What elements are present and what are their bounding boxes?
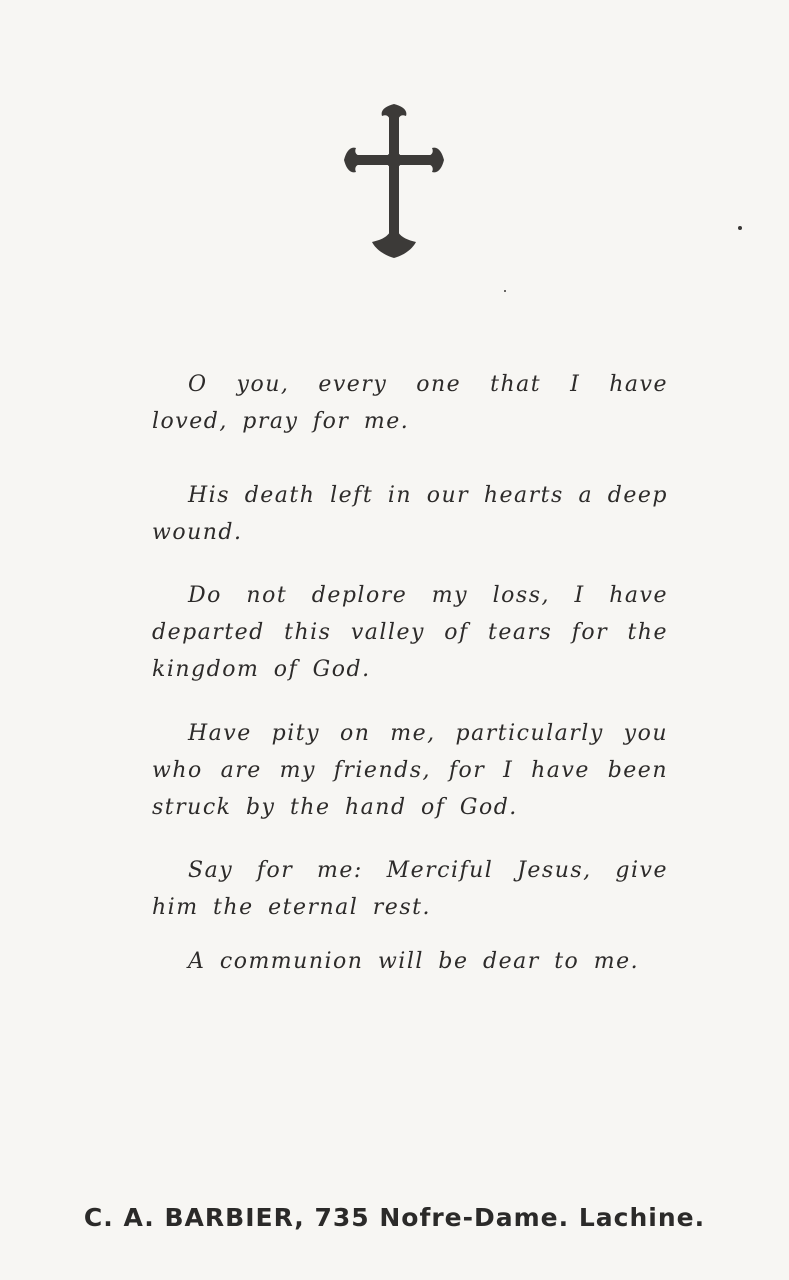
prayer-verse: Do not deplore my loss, I have departed this valley of tears for the kingdom of God. xyxy=(152,583,668,682)
prayer-verse: Say for me: Merciful Jesus, give him the eternal rest. xyxy=(152,858,668,920)
prayer-verse: His death left in our hearts a deep wound. xyxy=(152,483,668,545)
cross-icon xyxy=(340,100,448,262)
prayer-verse: A communion will be dear to me. xyxy=(188,949,640,974)
prayer-text xyxy=(152,366,668,980)
prayer-verse: O you, every one that I have loved, pray for me. xyxy=(152,372,668,434)
print-speck xyxy=(504,290,506,292)
print-speck xyxy=(738,226,742,230)
printer-imprint: C. A. BARBIER, 735 Nofre-Dame. Lachine. xyxy=(83,1203,706,1232)
prayer-verse: Have pity on me, particularly you who are my friends, for I have been struck by the hand of God. xyxy=(152,721,668,820)
